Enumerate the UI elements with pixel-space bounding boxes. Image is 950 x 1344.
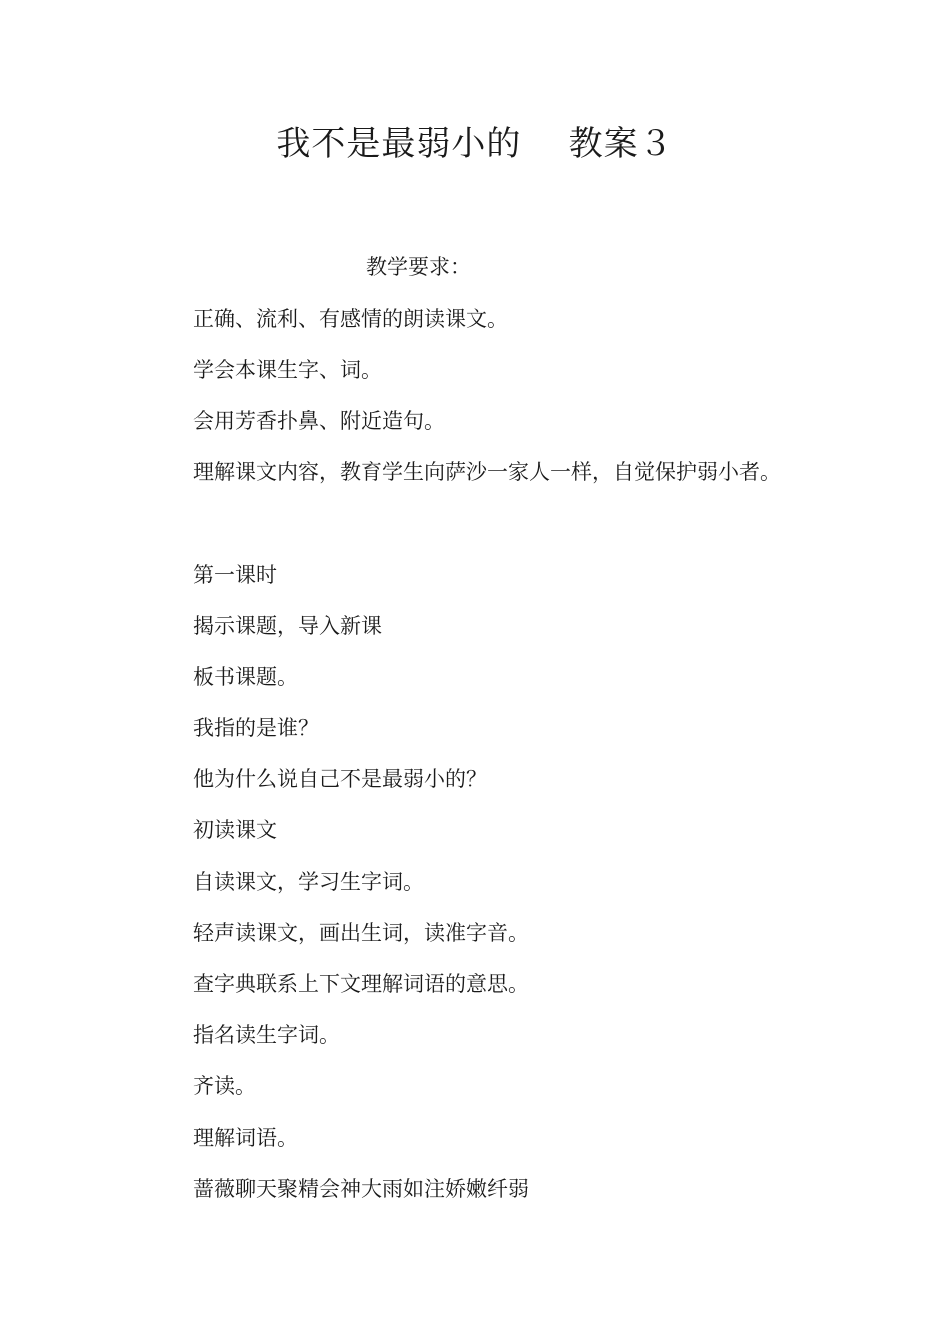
paragraph: 板书课题。 (193, 665, 298, 689)
section-heading: 教学要求： (366, 255, 471, 279)
paragraph: 自读课文，学习生字词。 (193, 870, 424, 894)
paragraph: 理解课文内容，教育学生向萨沙一家人一样，自觉保护弱小者。 (193, 460, 781, 484)
paragraph: 他为什么说自己不是最弱小的？ (193, 767, 487, 791)
paragraph: 学会本课生字、词。 (193, 358, 382, 382)
paragraph: 正确、流利、有感情的朗读课文。 (193, 307, 508, 331)
paragraph: 理解词语。 (193, 1126, 298, 1150)
document-title: 我不是最弱小的 教案３ (276, 124, 674, 164)
paragraph: 蔷薇聊天聚精会神大雨如注娇嫩纤弱 (193, 1177, 529, 1201)
paragraph: 初读课文 (193, 818, 277, 842)
paragraph: 第一课时 (193, 563, 277, 587)
paragraph: 揭示课题，导入新课 (193, 614, 382, 638)
paragraph: 查字典联系上下文理解词语的意思。 (193, 972, 529, 996)
paragraph: 会用芳香扑鼻、附近造句。 (193, 409, 445, 433)
paragraph: 指名读生字词。 (193, 1023, 340, 1047)
paragraph: 齐读。 (193, 1074, 256, 1098)
paragraph: 我指的是谁？ (193, 716, 319, 740)
paragraph: 轻声读课文，画出生词，读准字音。 (193, 921, 529, 945)
